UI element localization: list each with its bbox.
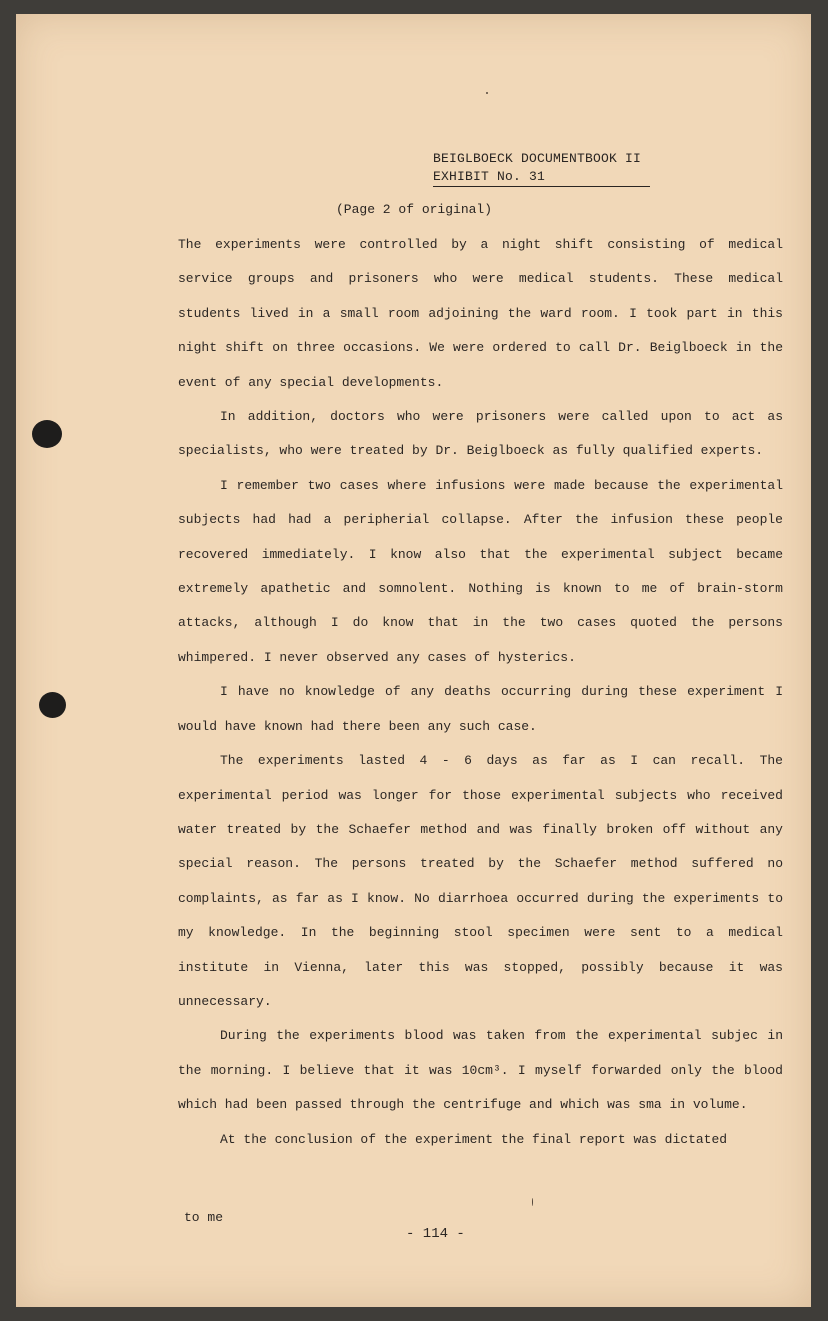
document-page [16, 14, 811, 1307]
paragraph: During the experiments blood was taken from the experimental subjec in the morning. I believe that it was 10cm³. I myself forwarded only the blood which had been passed through the centrifuge and which was sma in volume. [178, 1028, 783, 1113]
paper-mark [532, 1198, 533, 1206]
punch-hole-bottom [39, 692, 66, 718]
paragraph: At the conclusion of the experiment the final report was dictated [220, 1131, 728, 1147]
paragraph: I remember two cases where infusions were made because the experimental subjects had had a peripherial collapse. After the infusion these people recovered immediately. I know also that the experimental subject became extremely apathetic and somnolent. Nothing is known to me of brain-storm attacks, although I do know that in the two cases quoted the persons whimpered. I never observed any cases of hysterics. [178, 477, 783, 665]
punch-hole-top [32, 420, 62, 448]
closing-text: to me [184, 1210, 224, 1225]
paper-speck [486, 92, 488, 94]
paragraph: I have no knowledge of any deaths occurring during these experiment I would have known had there been any such case. [178, 684, 783, 734]
original-page-reference: (Page 2 of original) [336, 202, 493, 217]
document-header [433, 150, 673, 187]
paragraph: In addition, doctors who were prisoners were called upon to act as specialists, who were treated by Dr. Beiglboeck as fully qualified experts. [178, 409, 783, 459]
exhibit-number: EXHIBIT No. 31 [433, 168, 650, 187]
paragraph: The experiments were controlled by a night shift consisting of medical service groups and prisoners who were medical students. These medical students lived in a small room adjoining the ward room. I took part in this night shift on three occasions. We were ordered to call Dr. Beiglboeck in the event of any special developments. [178, 237, 783, 390]
paragraph: The experiments lasted 4 - 6 days as far as I can recall. The experimental period was longer for those experimental subjects who received water treated by the Schaefer method and was finally broken off without any special reason. The persons treated by the Schaefer method suffered no complaints, as far as I know. No diarrhoea occurred during the experiments to my knowledge. In the beginning stool specimen were sent to a medical institute in Vienna, later this was stopped, possibly because it was unnecessary. [178, 753, 783, 1009]
page-number: - 114 - [406, 1226, 465, 1242]
documentbook-title: BEIGLBOECK DOCUMENTBOOK II [433, 151, 642, 166]
document-body [178, 228, 783, 1157]
